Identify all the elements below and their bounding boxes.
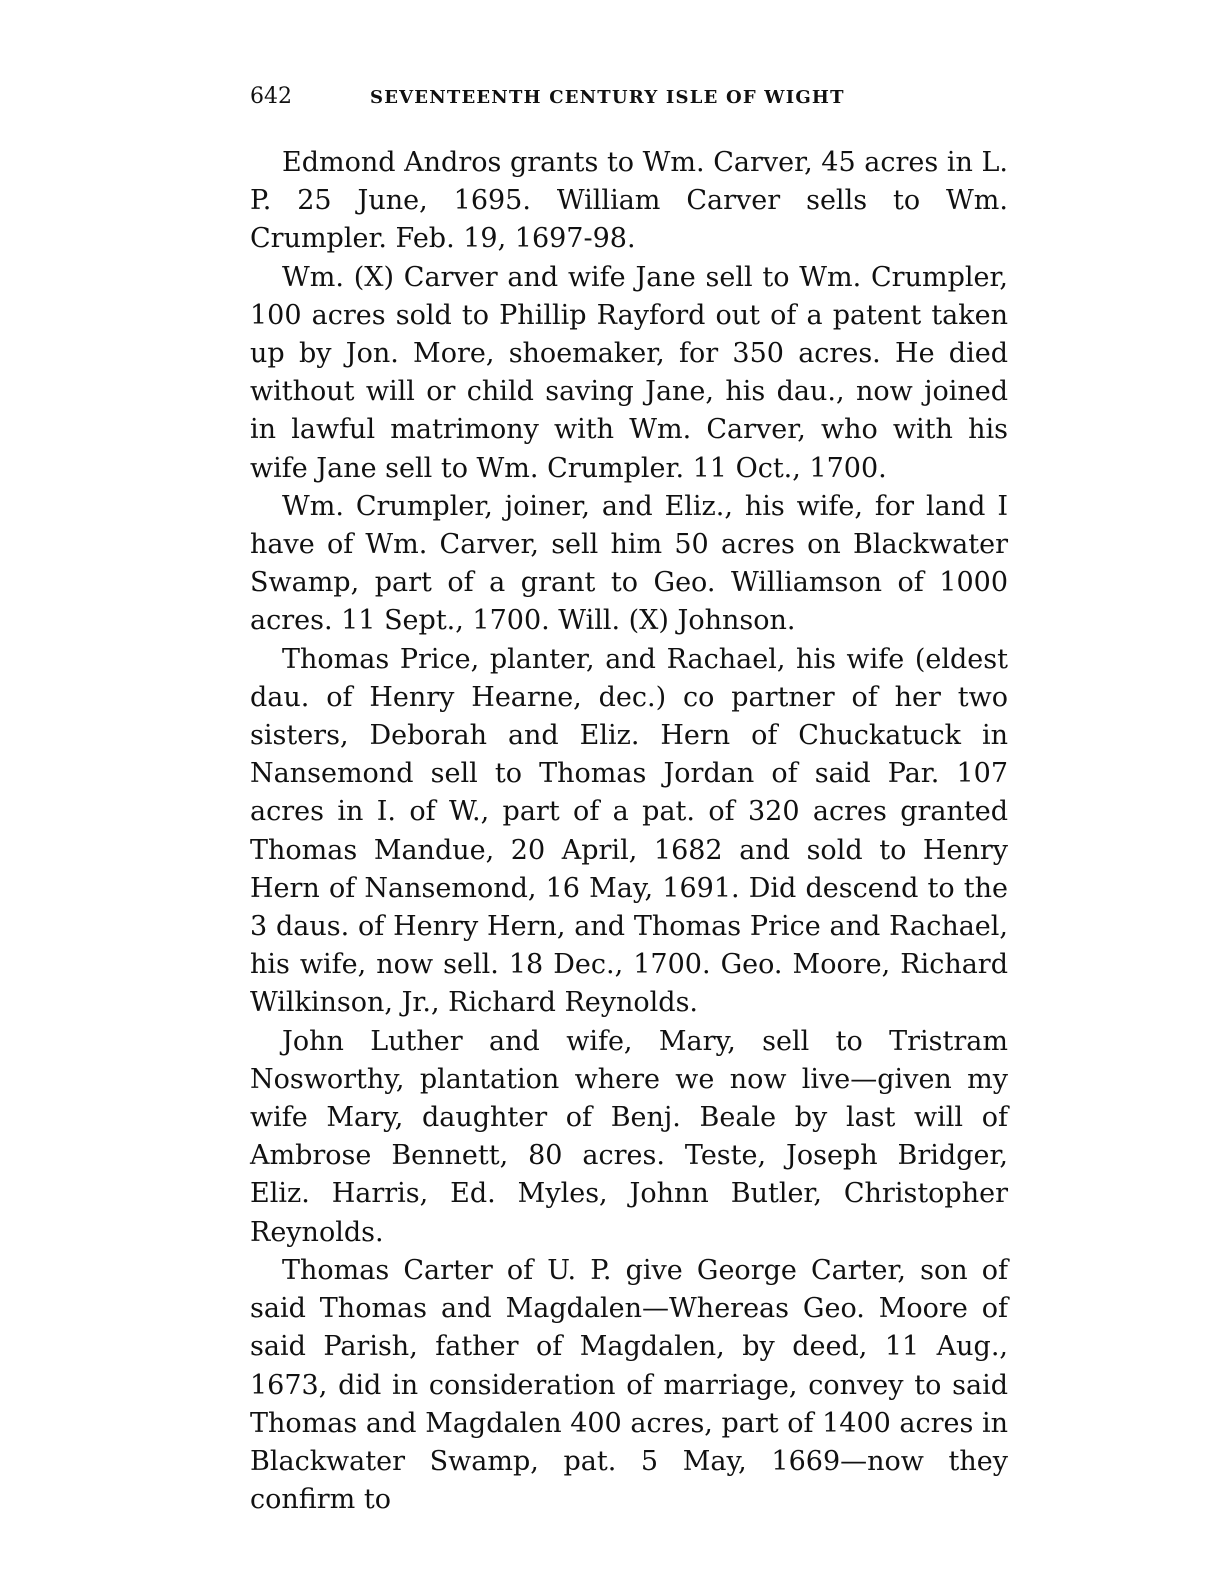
body-text	[250, 144, 1008, 1519]
paragraph: Thomas Carter of U. P. give George Carter, son of said Thomas and Magdalen—Whereas Geo. Moore of said Parish, father of Magdalen, by deed, 11 Aug., 1673, did in consideration of marriage, convey to said Thomas and Magdalen 400 acres, part of 1400 acres in Blackwater Swamp, pat. 5 May, 1669—now they confirm to	[250, 1254, 1008, 1516]
page-number: 642	[250, 84, 292, 109]
book-page	[250, 84, 1008, 1519]
paragraph: Edmond Andros grants to Wm. Carver, 45 acres in L. P. 25 June, 1695. William Carver sells to Wm. Crumpler. Feb. 19, 1697-98.	[250, 147, 1008, 255]
running-head	[250, 84, 1008, 120]
paragraph: John Luther and wife, Mary, sell to Tristram Nosworthy, plantation where we now live—given my wife Mary, daughter of Benj. Beale by last will of Ambrose Bennett, 80 acres. Teste, Joseph Bridger, Eliz. Harris, Ed. Myles, Johnn Butler, Christopher Reynolds.	[250, 1025, 1008, 1248]
paragraph: Thomas Price, planter, and Rachael, his wife (eldest dau. of Henry Hearne, dec.) co partner of her two sisters, Deborah and Eliz. Hern of Chuckatuck in Nansemond sell to Thomas Jordan of said Par. 107 acres in I. of W., part of a pat. of 320 acres granted Thomas Mandue, 20 April, 1682 and sold to Henry Hern of Nansemond, 16 May, 1691. Did descend to the 3 daus. of Henry Hern, and Thomas Price and Rachael, his wife, now sell. 18 Dec., 1700. Geo. Moore, Richard Wilkinson, Jr., Richard Reynolds.	[250, 643, 1008, 1019]
paragraph: Wm. Crumpler, joiner, and Eliz., his wife, for land I have of Wm. Carver, sell him 50 acres on Blackwater Swamp, part of a grant to Geo. Williamson of 1000 acres. 11 Sept., 1700. Will. (X) Johnson.	[250, 490, 1008, 637]
running-title: SEVENTEENTH CENTURY ISLE OF WIGHT	[370, 87, 845, 108]
paragraph: Wm. (X) Carver and wife Jane sell to Wm. Crumpler, 100 acres sold to Phillip Rayford out of a patent taken up by Jon. More, shoemaker, for 350 acres. He died without will or child saving Jane, his dau., now joined in lawful matrimony with Wm. Carver, who with his wife Jane sell to Wm. Crumpler. 11 Oct., 1700.	[250, 261, 1008, 484]
